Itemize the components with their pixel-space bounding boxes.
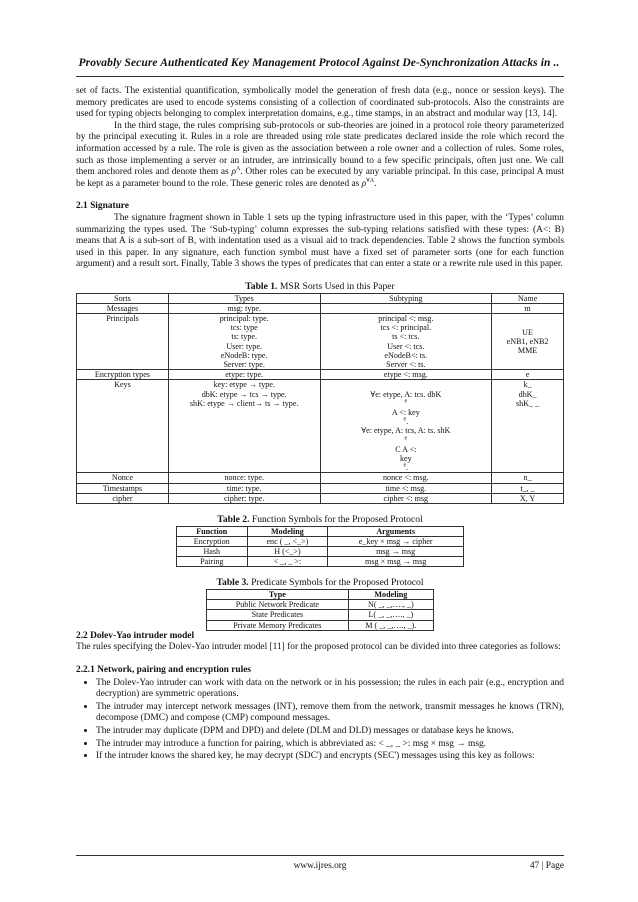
table1-caption-text: MSR Sorts Used in this Paper bbox=[277, 280, 395, 292]
table-row bbox=[207, 610, 434, 620]
table1-header bbox=[77, 293, 564, 303]
table-row bbox=[207, 620, 434, 630]
paragraph-1: set of facts. The existential quantification, symbolically model the generation of fresh data (e.g., nonce or session keys). The memory predicates are used to encode systems consisting of a collection of coordinated sub-protocols. Also the constraints are used for typing objects belonging to complex interpretation domains, e.g., time stamps, in an abstract and modular way [13, 14]. bbox=[76, 86, 564, 120]
table1-cell: cipher: type. bbox=[168, 493, 320, 503]
cell-line: UE bbox=[522, 327, 533, 337]
cell-line: shK_ _ bbox=[515, 398, 540, 408]
table2-caption-text: Function Symbols for the Proposed Protocol bbox=[249, 513, 423, 525]
sup-e: e bbox=[403, 462, 407, 469]
table3-header-cell: Type bbox=[207, 589, 349, 599]
section-2-2-text: The rules specifying the Dolev-Yao intruder model [11] for the proposed protocol can be divided into three categories as follows: bbox=[76, 642, 561, 653]
table1-cell: Keys bbox=[77, 380, 169, 473]
cell-line: key $^e$. bbox=[323, 454, 490, 472]
table1-cell: Principals bbox=[77, 313, 169, 369]
table3-caption-text: Predicate Symbols for the Proposed Protocol bbox=[248, 577, 424, 589]
cell-line: User: type. bbox=[226, 341, 262, 351]
table3-cell: N( _, _,…., _) bbox=[348, 600, 433, 610]
table1-cell bbox=[492, 380, 564, 473]
table1-header-cell: Name bbox=[492, 293, 564, 303]
table3-caption bbox=[76, 577, 564, 589]
sup-e: e bbox=[403, 416, 407, 423]
footer-rule bbox=[76, 855, 564, 856]
table-row bbox=[177, 546, 464, 556]
table1-cell: cipher <: msg bbox=[320, 493, 492, 503]
table2-cell: < _, _ >: bbox=[247, 557, 328, 567]
table-row bbox=[77, 370, 564, 380]
cell-line: ts <: tcs. bbox=[392, 332, 420, 342]
list-item: • The intruder may duplicate (DPM and DPD) and delete (DLM and DLD) messages or database keys he knows. bbox=[96, 725, 564, 738]
table2-cell: Encryption bbox=[177, 536, 248, 546]
table1-cell: etype <: msg. bbox=[320, 370, 492, 380]
keys-sub-3: key bbox=[399, 453, 412, 463]
table3-cell: State Predicates bbox=[207, 610, 349, 620]
table2-cell: Hash bbox=[177, 546, 248, 556]
table2-cell: e_key × msg → cipher bbox=[328, 536, 464, 546]
list-item: • The intruder may intercept network messages (INT), remove them from the network, transmit messages he knows (TRN), decompose (DMC) and compose (CMP) compound messages. bbox=[96, 701, 564, 725]
table1-cell: time <: msg. bbox=[320, 483, 492, 493]
table1 bbox=[76, 293, 564, 504]
rho-anchored: ρ bbox=[231, 167, 236, 178]
table-row bbox=[77, 313, 564, 369]
cell-line: MME bbox=[517, 346, 538, 356]
journal-url[interactable]: www.ijres.org bbox=[293, 861, 347, 871]
table3-cell: Public Network Predicate bbox=[207, 600, 349, 610]
table1-cell: X, Y bbox=[492, 493, 564, 503]
section-2-1-text: The signature fragment shown in Table 1 sets up the typing infrastructure used in this paper, with the ‘Types’ column summarizing the types used. The ‘Sub-typing’ column expresses the sub-typing relations satisfied with these types: (A<: B) means that A is a sub-sort of B, with indentation used as a visual aid to track dependencies. Table 2 shows the function symbols used in this paper. In any signature, each function symbol must have a fixed set of parameter sorts (one for each function argument) and a result sort. Finally, Table 3 shows the types of predicates that can enter a state or a rewrite rule used in this paper. bbox=[76, 212, 564, 270]
table-row bbox=[177, 557, 464, 567]
cell-line: key: etype → type. bbox=[213, 380, 275, 390]
table1-cell: time: type. bbox=[168, 483, 320, 493]
table1-caption bbox=[76, 281, 564, 293]
cell-line: ∀e: etype, A: tcs. dbK $^e$ A <: key $^e$. bbox=[323, 390, 490, 427]
cell-line: k_ bbox=[523, 380, 532, 390]
table1-cell: Nonce bbox=[77, 473, 169, 483]
table2-cell: enc ( _, <_>) bbox=[247, 536, 328, 546]
table1-cell: Messages bbox=[77, 303, 169, 313]
table1-cell: Timestamps bbox=[77, 483, 169, 493]
sup-e: e bbox=[404, 434, 408, 441]
table-row bbox=[177, 536, 464, 546]
paragraph-2: In the third stage, the rules comprising sub-protocols or sub-theories are joined in a protocol role theory parameterized by the principal executing it. Rules in a role are threaded using role state predicates declared inside the role which record the information accessed by a rule. The role is given as the association between a role owner and a collection of rules. Some roles, such as those implementing a server or an intruder, are intrinsically bound to a few specific principals, often just one. We call them anchored roles and denote them as $\rho^A$. Other roles can be executed by any variable principal. In this case, principal A must be kept as a parameter bound to the role. These generic roles are denoted as $\rho^{\forall A}$. bbox=[76, 120, 565, 189]
table1-cell: nonce: type. bbox=[168, 473, 320, 483]
header-rule bbox=[76, 76, 564, 77]
paragraph-2-tail: . Other roles can be executed by any variable principal. In this case, principal A must be kept as a parameter bound to the role. These generic roles are denoted as bbox=[76, 167, 565, 189]
table1-cell: cipher bbox=[77, 493, 169, 503]
keys-sub-2-tail: C A <: bbox=[395, 444, 417, 454]
table1-cell bbox=[168, 380, 320, 473]
table3-header bbox=[207, 589, 434, 599]
section-2-2-1-title: 2.2.1 Network, pairing and encryption rules bbox=[76, 664, 252, 675]
table1-cell: e bbox=[492, 370, 564, 380]
table2-cell: Pairing bbox=[177, 557, 248, 567]
keys-sub-2: ∀e: etype, A: tcs, A: ts. shK bbox=[361, 426, 451, 436]
table2-header-cell: Modeling bbox=[247, 526, 328, 536]
page-number: 47 | Page bbox=[529, 861, 564, 871]
section-2-1-title: 2.1 Signature bbox=[76, 201, 129, 212]
table1-cell: Encryption types bbox=[77, 370, 169, 380]
cell-line: dbK_ bbox=[518, 389, 537, 399]
list-item: • If the intruder knows the shared key, he may decrypt (SDC') and encrypts (SEC') messages using this key as follows: bbox=[96, 750, 564, 763]
table1-caption-label: Table 1. bbox=[245, 280, 278, 292]
table1-header-cell: Sorts bbox=[77, 293, 169, 303]
rho-anchored-sup: A bbox=[235, 166, 241, 173]
cell-line: Server <: ts. bbox=[386, 359, 426, 369]
table1-cell: etype: type. bbox=[168, 370, 320, 380]
cell-line bbox=[323, 426, 490, 454]
table1-cell: msg: type. bbox=[168, 303, 320, 313]
cell-line: ts: type. bbox=[231, 332, 257, 342]
table2-header bbox=[177, 526, 464, 536]
list-item: • The intruder may introduce a function for pairing, which is abbreviated as: < _, _ >: msg × msg → msg. bbox=[96, 738, 564, 751]
cell-line: tcs <: principal. bbox=[380, 323, 432, 333]
table1-cell bbox=[320, 303, 492, 313]
body-text bbox=[76, 86, 564, 763]
table-row bbox=[207, 600, 434, 610]
table2-caption bbox=[76, 514, 564, 526]
table3 bbox=[206, 589, 434, 631]
table1-cell: t_, _ bbox=[492, 483, 564, 493]
paragraph-2-text: In the third stage, the rules comprising sub-protocols or sub-theories are joined in a protocol role theory parameterized by the principal executing it. Rules in a role are threaded using role state predicates declared inside the role which record the information accessed by a rule. The role is given as the association between a role owner and a collection of rules. Some roles, such as those implementing a server or an intruder, are intrinsically bound to a few specific principals, often just one. We call them anchored roles and denote them as bbox=[76, 120, 564, 178]
cell-line: principal: type. bbox=[219, 313, 269, 323]
table-row bbox=[77, 303, 564, 313]
rho-generic-sup: ∀A bbox=[366, 177, 375, 184]
cell-line: User <: tcs. bbox=[387, 341, 425, 351]
table3-cell: L( _, _,…., _) bbox=[348, 610, 433, 620]
cell-line: tcs: type bbox=[230, 323, 258, 333]
sup-e: e bbox=[404, 398, 408, 405]
table1-cell bbox=[168, 313, 320, 369]
table2 bbox=[176, 526, 464, 568]
cell-line: eNodeB<: ts. bbox=[384, 350, 428, 360]
table3-header-cell: Modeling bbox=[348, 589, 433, 599]
table1-cell: m bbox=[492, 303, 564, 313]
cell-line: principal <: msg. bbox=[378, 313, 434, 323]
keys-sub-1: ∀e: etype, A: tcs. dbK bbox=[370, 389, 442, 399]
table2-cell: msg → msg bbox=[328, 546, 464, 556]
table-row bbox=[77, 473, 564, 483]
table2-caption-label: Table 2. bbox=[217, 513, 250, 525]
cell-line: eNB1, eNB2 bbox=[506, 336, 549, 346]
running-header: Provably Secure Authenticated Key Management Protocol Against De-Synchronization Attacks in .. bbox=[78, 57, 560, 69]
table2-header-cell: Function bbox=[177, 526, 248, 536]
table3-cell: Private Memory Predicates bbox=[207, 620, 349, 630]
list-item: • The Dolev-Yao intruder can work with data on the network or in his possession; the rules in each pair (e.g., encryption and decryption) are symmetric operations. bbox=[96, 677, 564, 701]
table1-cell bbox=[320, 313, 492, 369]
table3-caption-label: Table 3. bbox=[216, 577, 249, 589]
cell-line: dbK: etype → tcs → type. bbox=[201, 389, 287, 399]
cell-line: Server: type. bbox=[223, 359, 265, 369]
table3-cell: M ( _, _,…., _). bbox=[348, 620, 433, 630]
cell-line bbox=[323, 380, 490, 389]
keys-sub-1-tail: A <: key bbox=[391, 407, 420, 417]
table2-cell: H (<_>) bbox=[247, 546, 328, 556]
table-row bbox=[77, 380, 564, 473]
table1-cell bbox=[492, 313, 564, 369]
table1-cell: n_ bbox=[492, 473, 564, 483]
cell-line: shK: etype → client→ ts → type. bbox=[189, 398, 299, 408]
table2-header-cell: Arguments bbox=[328, 526, 464, 536]
rho-generic: ρ bbox=[361, 178, 367, 189]
table1-header-cell: Subtyping bbox=[320, 293, 492, 303]
section-2-2-title: 2.2 Dolev-Yao intruder model bbox=[76, 630, 195, 641]
table1-cell bbox=[320, 380, 492, 473]
table2-cell: msg × msg → msg bbox=[328, 557, 464, 567]
table-row bbox=[77, 493, 564, 503]
table-row bbox=[77, 483, 564, 493]
rules-list bbox=[76, 677, 564, 763]
table1-cell: nonce <: msg. bbox=[320, 473, 492, 483]
cell-line: eNodeB: type. bbox=[220, 350, 268, 360]
table1-header-cell: Types bbox=[168, 293, 320, 303]
